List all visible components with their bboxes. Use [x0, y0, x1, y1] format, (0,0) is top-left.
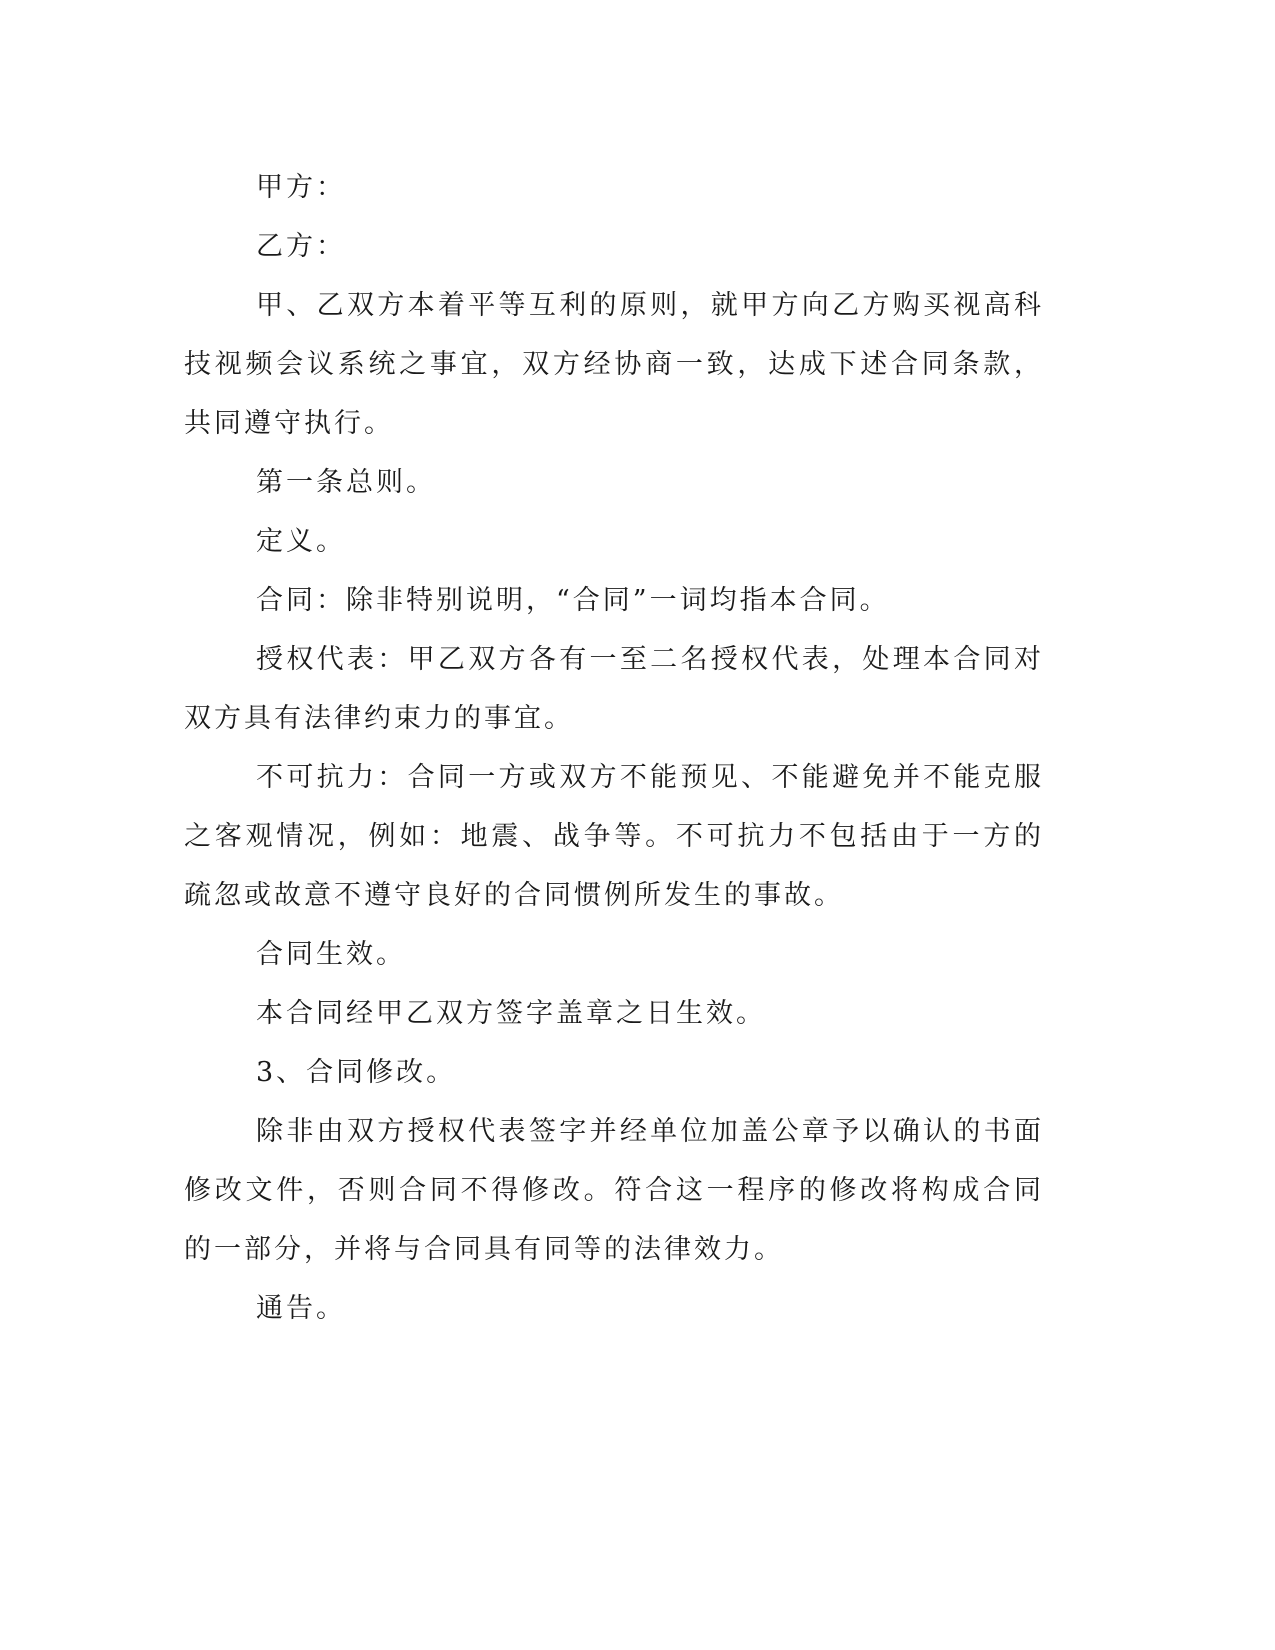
party-a-line: 甲方： — [256, 172, 346, 203]
contract-definition: 合同：除非特别说明，“合同”一词均指本合同。 — [256, 585, 890, 616]
authorized-representative-definition: 授权代表：甲乙双方各有一至二名授权代表，处理本合同对双方具有法律约束力的事宜。 — [184, 644, 1044, 734]
document-body — [184, 158, 1044, 1338]
notice-heading: 通告。 — [256, 1293, 346, 1324]
party-b-line: 乙方： — [256, 231, 346, 262]
force-majeure-definition: 不可抗力：合同一方或双方不能预见、不能避免并不能克服之客观情况，例如：地震、战争等。不可抗力不包括由于一方的疏忽或故意不遵守良好的合同惯例所发生的事故。 — [184, 762, 1044, 911]
contract-amendment-text: 除非由双方授权代表签字并经单位加盖公章予以确认的书面修改文件，否则合同不得修改。符合这一程序的修改将构成合同的一部分，并将与合同具有同等的法律效力。 — [184, 1116, 1044, 1265]
preamble-paragraph: 甲、乙双方本着平等互利的原则，就甲方向乙方购买视高科技视频会议系统之事宜，双方经协商一致，达成下述合同条款，共同遵守执行。 — [184, 290, 1044, 439]
definitions-heading: 定义。 — [256, 526, 346, 557]
contract-effective-heading: 合同生效。 — [256, 939, 406, 970]
contract-amendment-heading: 3、合同修改。 — [256, 1057, 457, 1088]
article-one-heading: 第一条总则。 — [256, 467, 436, 498]
contract-effective-text: 本合同经甲乙双方签字盖章之日生效。 — [256, 998, 766, 1029]
